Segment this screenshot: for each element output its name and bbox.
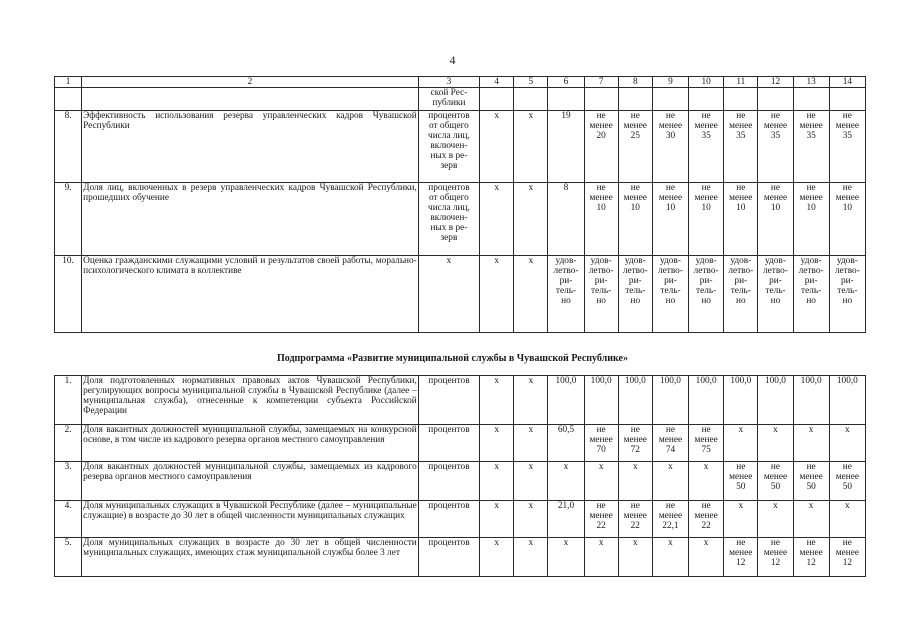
empty-cell <box>584 88 618 111</box>
value-cell: не менее 22 <box>618 501 652 538</box>
value-cell: x <box>652 538 688 577</box>
value-cell: удов- летво- ри- тель- но <box>724 256 758 333</box>
value-cell: x <box>758 501 793 538</box>
indicator-name: Доля лиц, включенных в резерв управленческих кадров Чувашской Республики, прошедших обучение <box>82 183 419 256</box>
row-number: 8. <box>55 111 82 183</box>
value-cell: x <box>514 256 548 333</box>
value-cell: удов- летво- ри- тель- но <box>584 256 618 333</box>
table-row <box>55 376 866 425</box>
indicators-table <box>54 76 866 333</box>
value-cell: x <box>793 501 829 538</box>
row-number: 10. <box>55 256 82 333</box>
value-cell: не менее 10 <box>689 183 724 256</box>
header-cell: 1 <box>55 77 82 88</box>
header-cell: 4 <box>480 77 514 88</box>
value-cell: 19 <box>548 111 584 183</box>
unit-cell: процентов <box>418 538 479 577</box>
value-cell: не менее 10 <box>724 183 758 256</box>
value-cell: не менее 12 <box>793 538 829 577</box>
unit-cell: ской Рес- публики <box>418 88 479 111</box>
table-row <box>55 538 866 577</box>
value-cell: x <box>480 183 514 256</box>
header-cell: 9 <box>652 77 688 88</box>
value-cell: x <box>652 462 688 501</box>
empty-cell <box>758 88 793 111</box>
value-cell: не менее 74 <box>652 425 688 462</box>
value-cell: x <box>548 538 584 577</box>
value-cell: 100,0 <box>548 376 584 425</box>
value-cell: не менее 70 <box>584 425 618 462</box>
row-number: 5. <box>55 538 82 577</box>
value-cell: не менее 20 <box>584 111 618 183</box>
value-cell: не менее 22 <box>584 501 618 538</box>
value-cell: не менее 50 <box>758 462 793 501</box>
indicator-name: Доля вакантных должностей муниципальной службы, замещаемых из кадрового резерва органов местного самоуправления <box>82 462 419 501</box>
page-number: 4 <box>449 53 456 67</box>
value-cell: x <box>514 183 548 256</box>
value-cell: не менее 35 <box>689 111 724 183</box>
row-number: 1. <box>55 376 82 425</box>
subprogram-indicators-table <box>54 375 866 577</box>
indicator-name: Оценка гражданскими служащими условий и результатов своей работы, морально-психологического климата в коллективе <box>82 256 419 333</box>
unit-cell: x <box>418 256 479 333</box>
empty-cell <box>480 88 514 111</box>
value-cell: x <box>480 501 514 538</box>
value-cell: удов- летво- ри- тель- но <box>793 256 829 333</box>
table-row <box>55 501 866 538</box>
value-cell: не менее 50 <box>829 462 865 501</box>
value-cell: 100,0 <box>618 376 652 425</box>
value-cell: не менее 10 <box>758 183 793 256</box>
value-cell: не менее 10 <box>584 183 618 256</box>
empty-cell <box>514 88 548 111</box>
header-cell: 13 <box>793 77 829 88</box>
unit-cell: процентов <box>418 376 479 425</box>
header-row <box>55 77 866 88</box>
empty-cell <box>829 88 865 111</box>
value-cell: x <box>480 538 514 577</box>
value-cell: удов- летво- ри- тель- но <box>548 256 584 333</box>
header-cell: 2 <box>82 77 419 88</box>
value-cell: не менее 35 <box>724 111 758 183</box>
subprogram-title: Подпрограмма «Развитие муниципальной службы в Чувашской Республике» <box>277 353 628 364</box>
header-cell: 10 <box>689 77 724 88</box>
value-cell: не менее 75 <box>689 425 724 462</box>
value-cell: x <box>758 425 793 462</box>
value-cell: x <box>480 111 514 183</box>
value-cell: x <box>480 462 514 501</box>
header-cell: 12 <box>758 77 793 88</box>
value-cell: x <box>480 256 514 333</box>
table-row <box>55 425 866 462</box>
continuation-row <box>55 88 866 111</box>
value-cell: x <box>829 425 865 462</box>
value-cell: не менее 10 <box>793 183 829 256</box>
empty-cell <box>689 88 724 111</box>
empty-cell <box>724 88 758 111</box>
table-row <box>55 111 866 183</box>
value-cell: x <box>514 501 548 538</box>
row-number: 9. <box>55 183 82 256</box>
indicator-name: Доля подготовленных нормативных правовых актов Чувашской Республики, регулирующих вопросы муниципальной службы в Чувашской Республике (далее – муниципальная служба), отнесенные к компетенции субъекта Российской Федерации <box>82 376 419 425</box>
value-cell: 100,0 <box>758 376 793 425</box>
value-cell: не менее 50 <box>724 462 758 501</box>
value-cell: x <box>793 425 829 462</box>
value-cell: не менее 12 <box>758 538 793 577</box>
value-cell: не менее 35 <box>758 111 793 183</box>
value-cell: x <box>584 538 618 577</box>
value-cell: не менее 22 <box>689 501 724 538</box>
indicator-name: Доля вакантных должностей муниципальной службы, замещаемых на конкурсной основе, в том числе из кадрового резерва органов местного самоуправления <box>82 425 419 462</box>
value-cell: не менее 10 <box>829 183 865 256</box>
value-cell: не менее 22,1 <box>652 501 688 538</box>
value-cell: x <box>724 501 758 538</box>
value-cell: удов- летво- ри- тель- но <box>618 256 652 333</box>
value-cell: x <box>829 501 865 538</box>
value-cell: x <box>480 376 514 425</box>
header-cell: 3 <box>418 77 479 88</box>
value-cell: не менее 72 <box>618 425 652 462</box>
row-number: 3. <box>55 462 82 501</box>
header-cell: 6 <box>548 77 584 88</box>
value-cell: 100,0 <box>724 376 758 425</box>
table-row <box>55 183 866 256</box>
value-cell: x <box>689 538 724 577</box>
value-cell: 60,5 <box>548 425 584 462</box>
value-cell: 100,0 <box>584 376 618 425</box>
value-cell: x <box>724 425 758 462</box>
value-cell: не менее 12 <box>724 538 758 577</box>
value-cell: x <box>514 462 548 501</box>
empty-cell <box>618 88 652 111</box>
value-cell: x <box>548 462 584 501</box>
value-cell: не менее 10 <box>618 183 652 256</box>
value-cell: 8 <box>548 183 584 256</box>
header-cell: 11 <box>724 77 758 88</box>
value-cell: 100,0 <box>652 376 688 425</box>
table-row <box>55 462 866 501</box>
value-cell: x <box>514 376 548 425</box>
indicator-name: Доля муниципальных служащих в Чувашской Республике (далее – муниципальные служащие) в возрасте до 30 лет в общей численности муниципальных служащих <box>82 501 419 538</box>
unit-cell: процентов <box>418 462 479 501</box>
value-cell: удов- летво- ри- тель- но <box>829 256 865 333</box>
unit-cell: процентов <box>418 501 479 538</box>
value-cell: не менее 35 <box>829 111 865 183</box>
header-cell: 14 <box>829 77 865 88</box>
value-cell: x <box>618 462 652 501</box>
value-cell: 100,0 <box>793 376 829 425</box>
unit-cell: процентов от общего числа лиц, включен- ных в ре- зерв <box>418 183 479 256</box>
value-cell: не менее 25 <box>618 111 652 183</box>
header-cell: 7 <box>584 77 618 88</box>
value-cell: 100,0 <box>689 376 724 425</box>
value-cell: x <box>480 425 514 462</box>
value-cell: не менее 50 <box>793 462 829 501</box>
value-cell: удов- летво- ри- тель- но <box>758 256 793 333</box>
unit-cell: процентов от общего числа лиц, включен- ных в ре- зерв <box>418 111 479 183</box>
row-number: 2. <box>55 425 82 462</box>
indicator-name: Эффективность использования резерва управленческих кадров Чувашской Республики <box>82 111 419 183</box>
value-cell: x <box>618 538 652 577</box>
empty-cell <box>82 88 419 111</box>
table-row <box>55 256 866 333</box>
value-cell: не менее 10 <box>652 183 688 256</box>
value-cell: не менее 35 <box>793 111 829 183</box>
value-cell: x <box>514 538 548 577</box>
value-cell: удов- летво- ри- тель- но <box>689 256 724 333</box>
value-cell: 100,0 <box>829 376 865 425</box>
value-cell: не менее 30 <box>652 111 688 183</box>
value-cell: удов- летво- ри- тель- но <box>652 256 688 333</box>
value-cell: x <box>689 462 724 501</box>
empty-cell <box>793 88 829 111</box>
row-number: 4. <box>55 501 82 538</box>
empty-cell <box>55 88 82 111</box>
empty-cell <box>652 88 688 111</box>
value-cell: x <box>584 462 618 501</box>
header-cell: 8 <box>618 77 652 88</box>
empty-cell <box>548 88 584 111</box>
header-cell: 5 <box>514 77 548 88</box>
indicator-name: Доля муниципальных служащих в возрасте до 30 лет в общей численности муниципальных служащих, имеющих стаж муниципальной службы более 3 лет <box>82 538 419 577</box>
unit-cell: процентов <box>418 425 479 462</box>
value-cell: не менее 12 <box>829 538 865 577</box>
value-cell: x <box>514 111 548 183</box>
value-cell: x <box>514 425 548 462</box>
value-cell: 21,0 <box>548 501 584 538</box>
